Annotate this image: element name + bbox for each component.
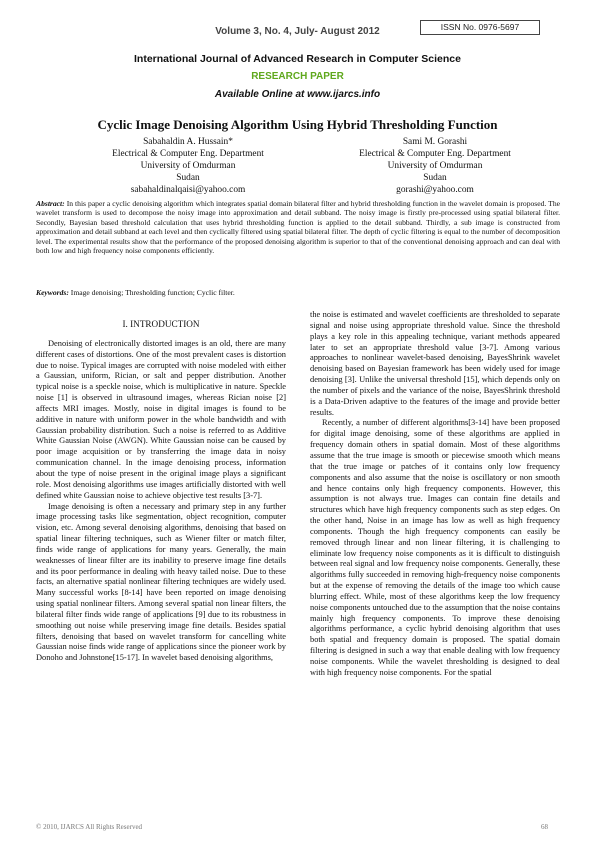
- author-country: Sudan: [423, 173, 447, 183]
- author-university: University of Omdurman: [387, 161, 483, 171]
- body-paragraph: the noise is estimated and wavelet coefficients are thresholded to separate signal and noise using appropriate threshold value. Since the threshold plays a key role in this appealing technique, variant methods appeared later to set an appropriate threshold value [3-7]. Among various approaches to nonlinear wavelet-based denoising, BayesShrink wavelet denoising based on Bayesian framework has been widely used for image denoising [3]. Unlike the universal threshold [15], which depends only on the number of pixels and the variance of the noise, BayesShrink threshold is a Data-Driven adaptive to the features of the image and provide better results.: [310, 310, 560, 417]
- abstract-label: Abstract:: [36, 199, 65, 208]
- footer-copyright: © 2010, IJARCS All Rights Reserved: [36, 823, 143, 831]
- right-column: [310, 310, 560, 679]
- author-block-1: [78, 136, 298, 196]
- keywords: [36, 288, 560, 297]
- author-country: Sudan: [176, 173, 200, 183]
- left-column: [36, 310, 286, 664]
- page-number: 68: [541, 823, 548, 831]
- keywords-text: Image denoising; Thresholding function; Cyclic filter.: [68, 288, 235, 297]
- author-email[interactable]: gorashi@yahoo.com: [396, 185, 474, 195]
- author-name: Sami M. Gorashi: [402, 137, 468, 147]
- body-paragraph: Image denoising is often a necessary and primary step in any further image processing tasks like segmentation, object recognition, computer vision, etc. Among several denoising algorithms, denoising that based on spatial linear filtering techniques, such as Wiener filter or match filter, finds wide range of applications for many years. Generally, the main weaknesses of linear filter are its inability to preserve image fine details and its poor performance in dealing with heavy tailed noise. Due to these facts, an alternative spatial nonlinear filtering techniques are widely used. Many successful works [8-14] have been reported on image denoising using spatial nonlinear filters. Among several spatial non linear filters, the bilateral filter finds wide range of applications [9] due to its robustness in smoothing out noise while preserving image fine details. Besides spatial filters, denoising that based on wavelet transform for cancelling white Gaussian noise finds wide range of applications since the pioneer work by Donoho and Johnstone[15-17]. In wavelet based denoising algorithms,: [36, 501, 286, 663]
- journal-header: [0, 0, 595, 106]
- author-department: Electrical & Computer Eng. Department: [359, 149, 511, 159]
- body-paragraph: Denoising of electronically distorted images is an old, there are many different cases of distortions. One of the most prevalent cases is distortion due to noise. Typical images are corrupted with noise modeled with either a Gaussian, uniform, Rician, or salt and pepper distribution. Another typical noise is a speckle noise, which is multiplicative in nature. Speckle noise [1] is observed in ultrasound images, whereas Rician noise [2] affects MRI images. Mostly, noise in digital images is found to be additive in nature with uniform power in the whole bandwidth and with Gaussian probability distribution. Such a noise is referred to as Additive White Gaussian Noise (AWGN). White Gaussian noise can be caused by poor image acquisition or by transferring the image data in noisy communication channel. In the image denoising process, information about the type of noise present in the original image plays a significant role. Most denoising algorithms use images artificially distorted with well defined white Gaussian noise to achieve objective test results [3-7].: [36, 338, 286, 500]
- author-department: Electrical & Computer Eng. Department: [112, 149, 264, 159]
- author-block-2: [325, 136, 545, 196]
- abstract: [36, 199, 560, 255]
- abstract-text: In this paper a cyclic denoising algorithm which integrates spatial domain bilateral filter and hybrid thresholding function in the wavelet domain is proposed. The wavelet transform is used to decompose the noisy image into approximation and detail subband. The noisy image is firstly pre-processed using spatial bilateral filter. Secondly, Bayesian based threshold calculation that uses hybrid thresholding function is applied to the detail subband. Thirdly, a sub image is constructed from approximation and detail subband at each level and then cyclically filtered using spatial bilateral filter. The depth of cyclic filtering is equal to the number of decomposition level. The experimental results show that the performance of the proposed denoising algorithm is superior to that of the conventional denoising approach and can deal with both low and high frequency noise components efficiently.: [36, 199, 560, 256]
- issn-box: ISSN No. 0976-5697: [420, 20, 540, 35]
- paper-title: Cyclic Image Denoising Algorithm Using Hybrid Thresholding Function: [97, 117, 498, 132]
- journal-name: International Journal of Advanced Research in Computer Science: [134, 53, 461, 65]
- author-name: Sabahaldin A. Hussain*: [143, 137, 233, 147]
- author-university: University of Omdurman: [140, 161, 236, 171]
- section-heading: I. INTRODUCTION: [122, 319, 200, 329]
- paper-type-label: RESEARCH PAPER: [251, 71, 344, 82]
- keywords-label: Keywords:: [36, 288, 69, 297]
- body-paragraph: Recently, a number of different algorithms[3-14] have been proposed for digital image denoising, some of these algorithms are applied in frequency domain others in spatial domain. Most of these algorithms assume that the true image is smooth or piecewise smooth which means that the true image or patches of it contains only low frequency components and also assume that the noise is oscillatory or non smooth and hence contains only high frequency components. However, this assumption is not always true. Images can contain fine details and structures which have high frequency components such as step edges. On the other hand, Noise in an image has low as well as high frequency components. Though the high frequency components can easily be removed through linear and non linear filtering, it is challenging to eliminate low frequency noise components as it is difficult to distinguish between real signal and low frequency noise components. Generally, these algorithms fully succeeded in removing high-frequency noise components but at the expense of removing the details of the image too which cause blurring effect. While, most of these algorithms keep the low frequency noise components untouched due to the assumption that the noise contains mainly high frequency components. To improve these denoising algorithms performance, a cyclic hybrid denoising algorithm that uses both spatial and frequency domain is proposed. The spatial domain filtering is designed in such a way that enable dealing with low frequency noise components. While the wavelet thresholding is designed to deal with high frequency noise components. For the spatial: [310, 418, 560, 677]
- volume-info: Volume 3, No. 4, July- August 2012: [215, 26, 380, 37]
- online-availability: Available Online at www.ijarcs.info: [214, 89, 381, 100]
- author-email[interactable]: sabahaldinalqaisi@yahoo.com: [130, 185, 246, 195]
